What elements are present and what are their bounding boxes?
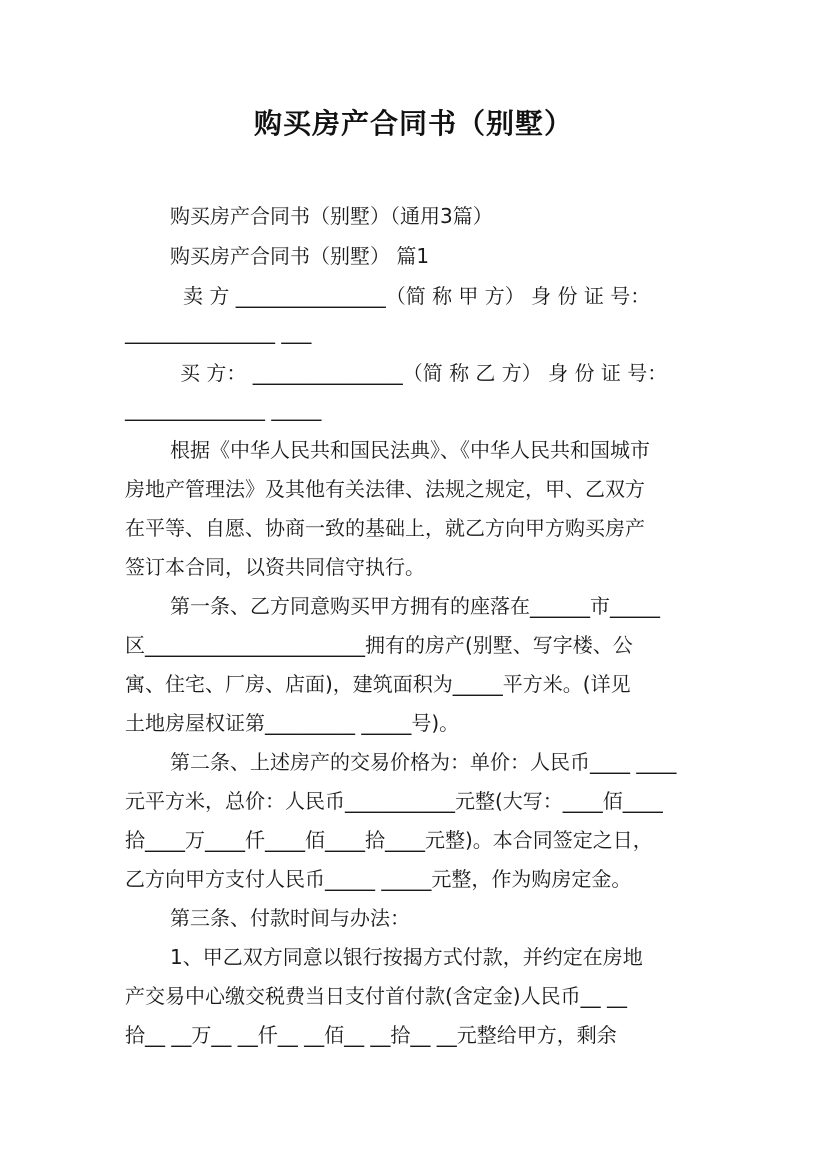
clause-2-line: 元平方米，总价：人民币___________元整(大写：____佰____ (125, 789, 663, 813)
clause-1-line: 区______________________拥有的房产(别墅、写字楼、公 (125, 633, 633, 657)
clause-2-line: 乙方向甲方支付人民币_____ _____元整，作为购房定金。 (125, 867, 632, 891)
document-subtitle: 购买房产合同书（别墅）（通用3篇） (170, 204, 493, 228)
seller-id-blank: _______________ ___ (125, 320, 312, 344)
document-title: 购买房产合同书（别墅） (253, 107, 573, 140)
clause-2-line: 拾____万____仟____佰____拾____元整)。本合同签定之日， (125, 828, 653, 852)
paragraph-line: 在平等、自愿、协商一致的基础上，就乙方向甲方购买房产 (125, 516, 645, 540)
buyer-id-blank: ______________ _____ (125, 397, 322, 421)
clause-3-line: 拾__ __万__ __仟__ __佰__ __拾__ __元整给甲方，剩余 (125, 1023, 617, 1047)
section-heading: 购买房产合同书（别墅） 篇1 (170, 244, 430, 268)
clause-1-line: 第一条、乙方同意购买甲方拥有的座落在______市_____ (170, 594, 660, 618)
clause-1-line: 寓、住宅、厂房、店面)，建筑面积为_____平方米。(详见 (125, 672, 631, 696)
paragraph-line: 根据《中华人民共和国民法典》、《中华人民共和国城市 (170, 438, 650, 462)
clause-3-line: 产交易中心缴交税费当日支付首付款(含定金)人民币__ __ (125, 984, 627, 1008)
paragraph-line: 签订本合同，以资共同信守执行。 (125, 555, 425, 579)
clause-1-line: 土地房屋权证第_________ _____号)。 (125, 711, 460, 735)
buyer-line: 买 方： _______________（简 称 乙 方） 身 份 证 号： (180, 361, 668, 385)
seller-line: 卖 方 _______________（简 称 甲 方） 身 份 证 号： (183, 284, 651, 308)
paragraph-line: 房地产管理法》及其他有关法律、法规之规定，甲、乙双方 (125, 477, 645, 501)
clause-2-line: 第二条、上述房产的交易价格为：单价：人民币____ ____ (170, 750, 677, 774)
clause-3-heading: 第三条、付款时间与办法： (170, 906, 410, 930)
clause-3-line: 1、甲乙双方同意以银行按揭方式付款，并约定在房地 (170, 945, 643, 969)
